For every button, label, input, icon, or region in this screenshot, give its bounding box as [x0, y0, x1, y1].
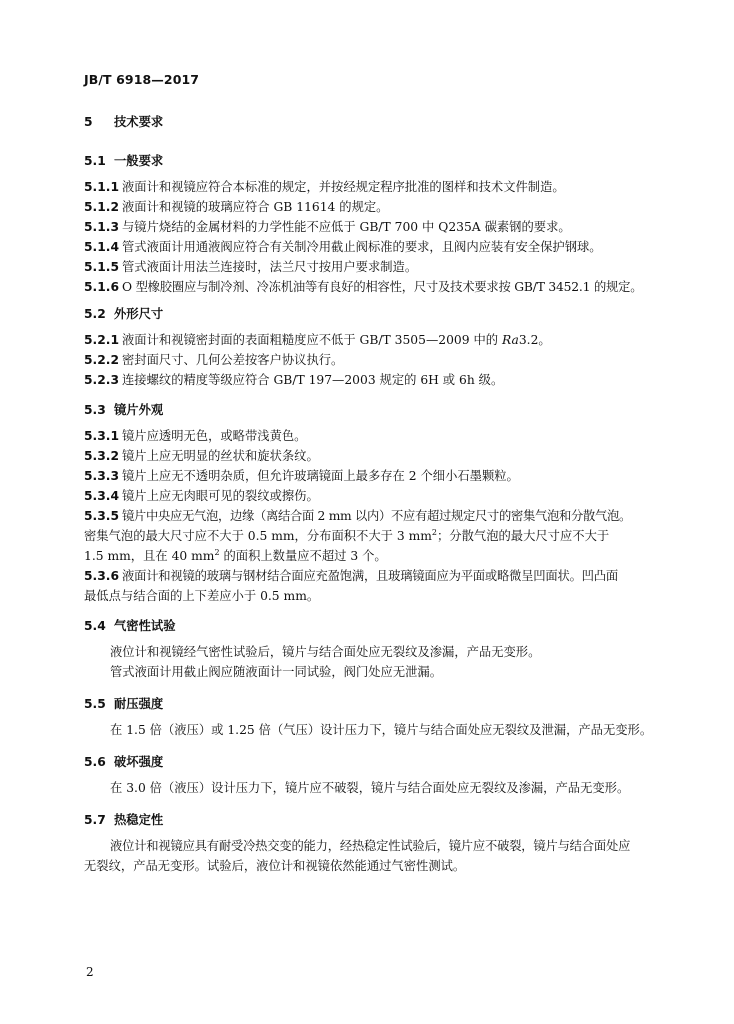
paragraph: 管式液面计用截止阀应随液面计一同试验，阀门处应无泄漏。 — [110, 665, 443, 679]
section-5-7-heading: 5.7 热稳定性 — [84, 813, 164, 827]
section-5-3-heading: 5.3 镜片外观 — [84, 403, 164, 417]
clause-5-3-5: 5.3.5 镜片中央应无气泡，边缘（离结合面 2 mm 以内）不应有超过规定尺寸的密集气泡和分散气泡。 — [84, 509, 631, 523]
paragraph: 液位计和视镜经气密性试验后，镜片与结合面处应无裂纹及渗漏，产品无变形。 — [110, 645, 541, 659]
paragraph: 在 1.5 倍（液压）或 1.25 倍（气压）设计压力下，镜片与结合面处应无裂纹及泄漏，产品无变形。 — [110, 723, 653, 737]
section-title: 一般要求 — [114, 154, 164, 168]
section-number: 5.1 — [84, 154, 106, 168]
section-5-2-heading: 5.2 外形尺寸 — [84, 307, 164, 321]
clause-5-3-6-cont: 最低点与结合面的上下差应小于 0.5 mm。 — [84, 589, 320, 603]
section-5-5-heading: 5.5 耐压强度 — [84, 697, 164, 711]
section-number: 5 — [84, 115, 93, 129]
clause-5-3-6: 5.3.6 液面计和视镜的玻璃与钢材结合面应充盈饱满，且玻璃镜面应为平面或略微呈凹面状。凹凸面 — [84, 569, 618, 583]
section-title: 技术要求 — [114, 115, 164, 129]
section-5-5-body — [84, 720, 660, 740]
clause-5-2-1: 5.2.1 液面计和视镜密封面的表面粗糙度应不低于 GB/T 3505—2009 中的 Ra3.2。 — [84, 333, 551, 347]
section-5-1-heading — [84, 151, 660, 169]
clauses-5-2 — [84, 330, 660, 390]
section-5-heading — [84, 112, 660, 130]
section-5-4-body — [84, 642, 660, 682]
clause-5-3-4: 5.3.4 镜片上应无肉眼可见的裂纹或擦伤。 — [84, 489, 319, 503]
clause-5-2-3: 5.2.3 连接螺纹的精度等级应符合 GB/T 197—2003 规定的 6H 或 6h 级。 — [84, 373, 504, 387]
paragraph: 无裂纹，产品无变形。试验后，液位计和视镜依然能通过气密性测试。 — [84, 859, 466, 873]
clause-5-3-3: 5.3.3 镜片上应无不透明杂质，但允许玻璃镜面上最多存在 2 个细小石墨颗粒。 — [84, 469, 519, 483]
section-5-4-heading: 5.4 气密性试验 — [84, 619, 176, 633]
standard-code-header: JB/T 6918—2017 — [84, 72, 200, 87]
clause-5-1-4: 5.1.4 管式液面计用通液阀应符合有关制冷用截止阀标准的要求，且阀内应装有安全保护钢球。 — [84, 240, 602, 254]
clause-5-1-5: 5.1.5 管式液面计用法兰连接时，法兰尺寸按用户要求制造。 — [84, 260, 418, 274]
section-5-7-body — [84, 836, 660, 876]
clause-5-1-1: 5.1.1 液面计和视镜应符合本标准的规定，并按经规定程序批准的图样和技术文件制造。 — [84, 180, 565, 194]
clauses-5-1 — [84, 177, 660, 297]
paragraph: 在 3.0 倍（液压）设计压力下，镜片应不破裂，镜片与结合面处应无裂纹及渗漏，产品无变形。 — [110, 781, 630, 795]
clause-5-3-2: 5.3.2 镜片上应无明显的丝状和旋状条纹。 — [84, 449, 319, 463]
clause-5-3-5-cont2: 1.5 mm，且在 40 $mm^2$ 的面积上数量应不超过 3 个。 — [84, 547, 387, 563]
clause-5-1-3: 5.1.3 与镜片烧结的金属材料的力学性能不应低于 GB/T 700 中 Q235A 碳素钢的要求。 — [84, 220, 571, 234]
section-5-6-body — [84, 778, 660, 798]
clause-5-2-2: 5.2.2 密封面尺寸、几何公差按客户协议执行。 — [84, 353, 344, 367]
clause-5-1-2: 5.1.2 液面计和视镜的玻璃应符合 GB 11614 的规定。 — [84, 200, 389, 214]
clauses-5-3 — [84, 426, 660, 606]
clause-5-3-1: 5.3.1 镜片应透明无色，或略带浅黄色。 — [84, 429, 307, 443]
paragraph: 液位计和视镜应具有耐受冷热交变的能力，经热稳定性试验后，镜片应不破裂，镜片与结合面处应 — [110, 839, 631, 853]
page-number: 2 — [86, 965, 94, 979]
clause-5-1-6: 5.1.6 O 型橡胶圈应与制冷剂、冷冻机油等有良好的相容性，尺寸及技术要求按 GB/T 3452.1 的规定。 — [84, 280, 643, 294]
clause-5-3-5-cont: 密集气泡的最大尺寸应不大于 0.5 mm，分布面积不大于 3 $mm^2$；分散气泡的最大尺寸应不大于 — [84, 527, 610, 543]
section-5-6-heading: 5.6 破坏强度 — [84, 755, 164, 769]
